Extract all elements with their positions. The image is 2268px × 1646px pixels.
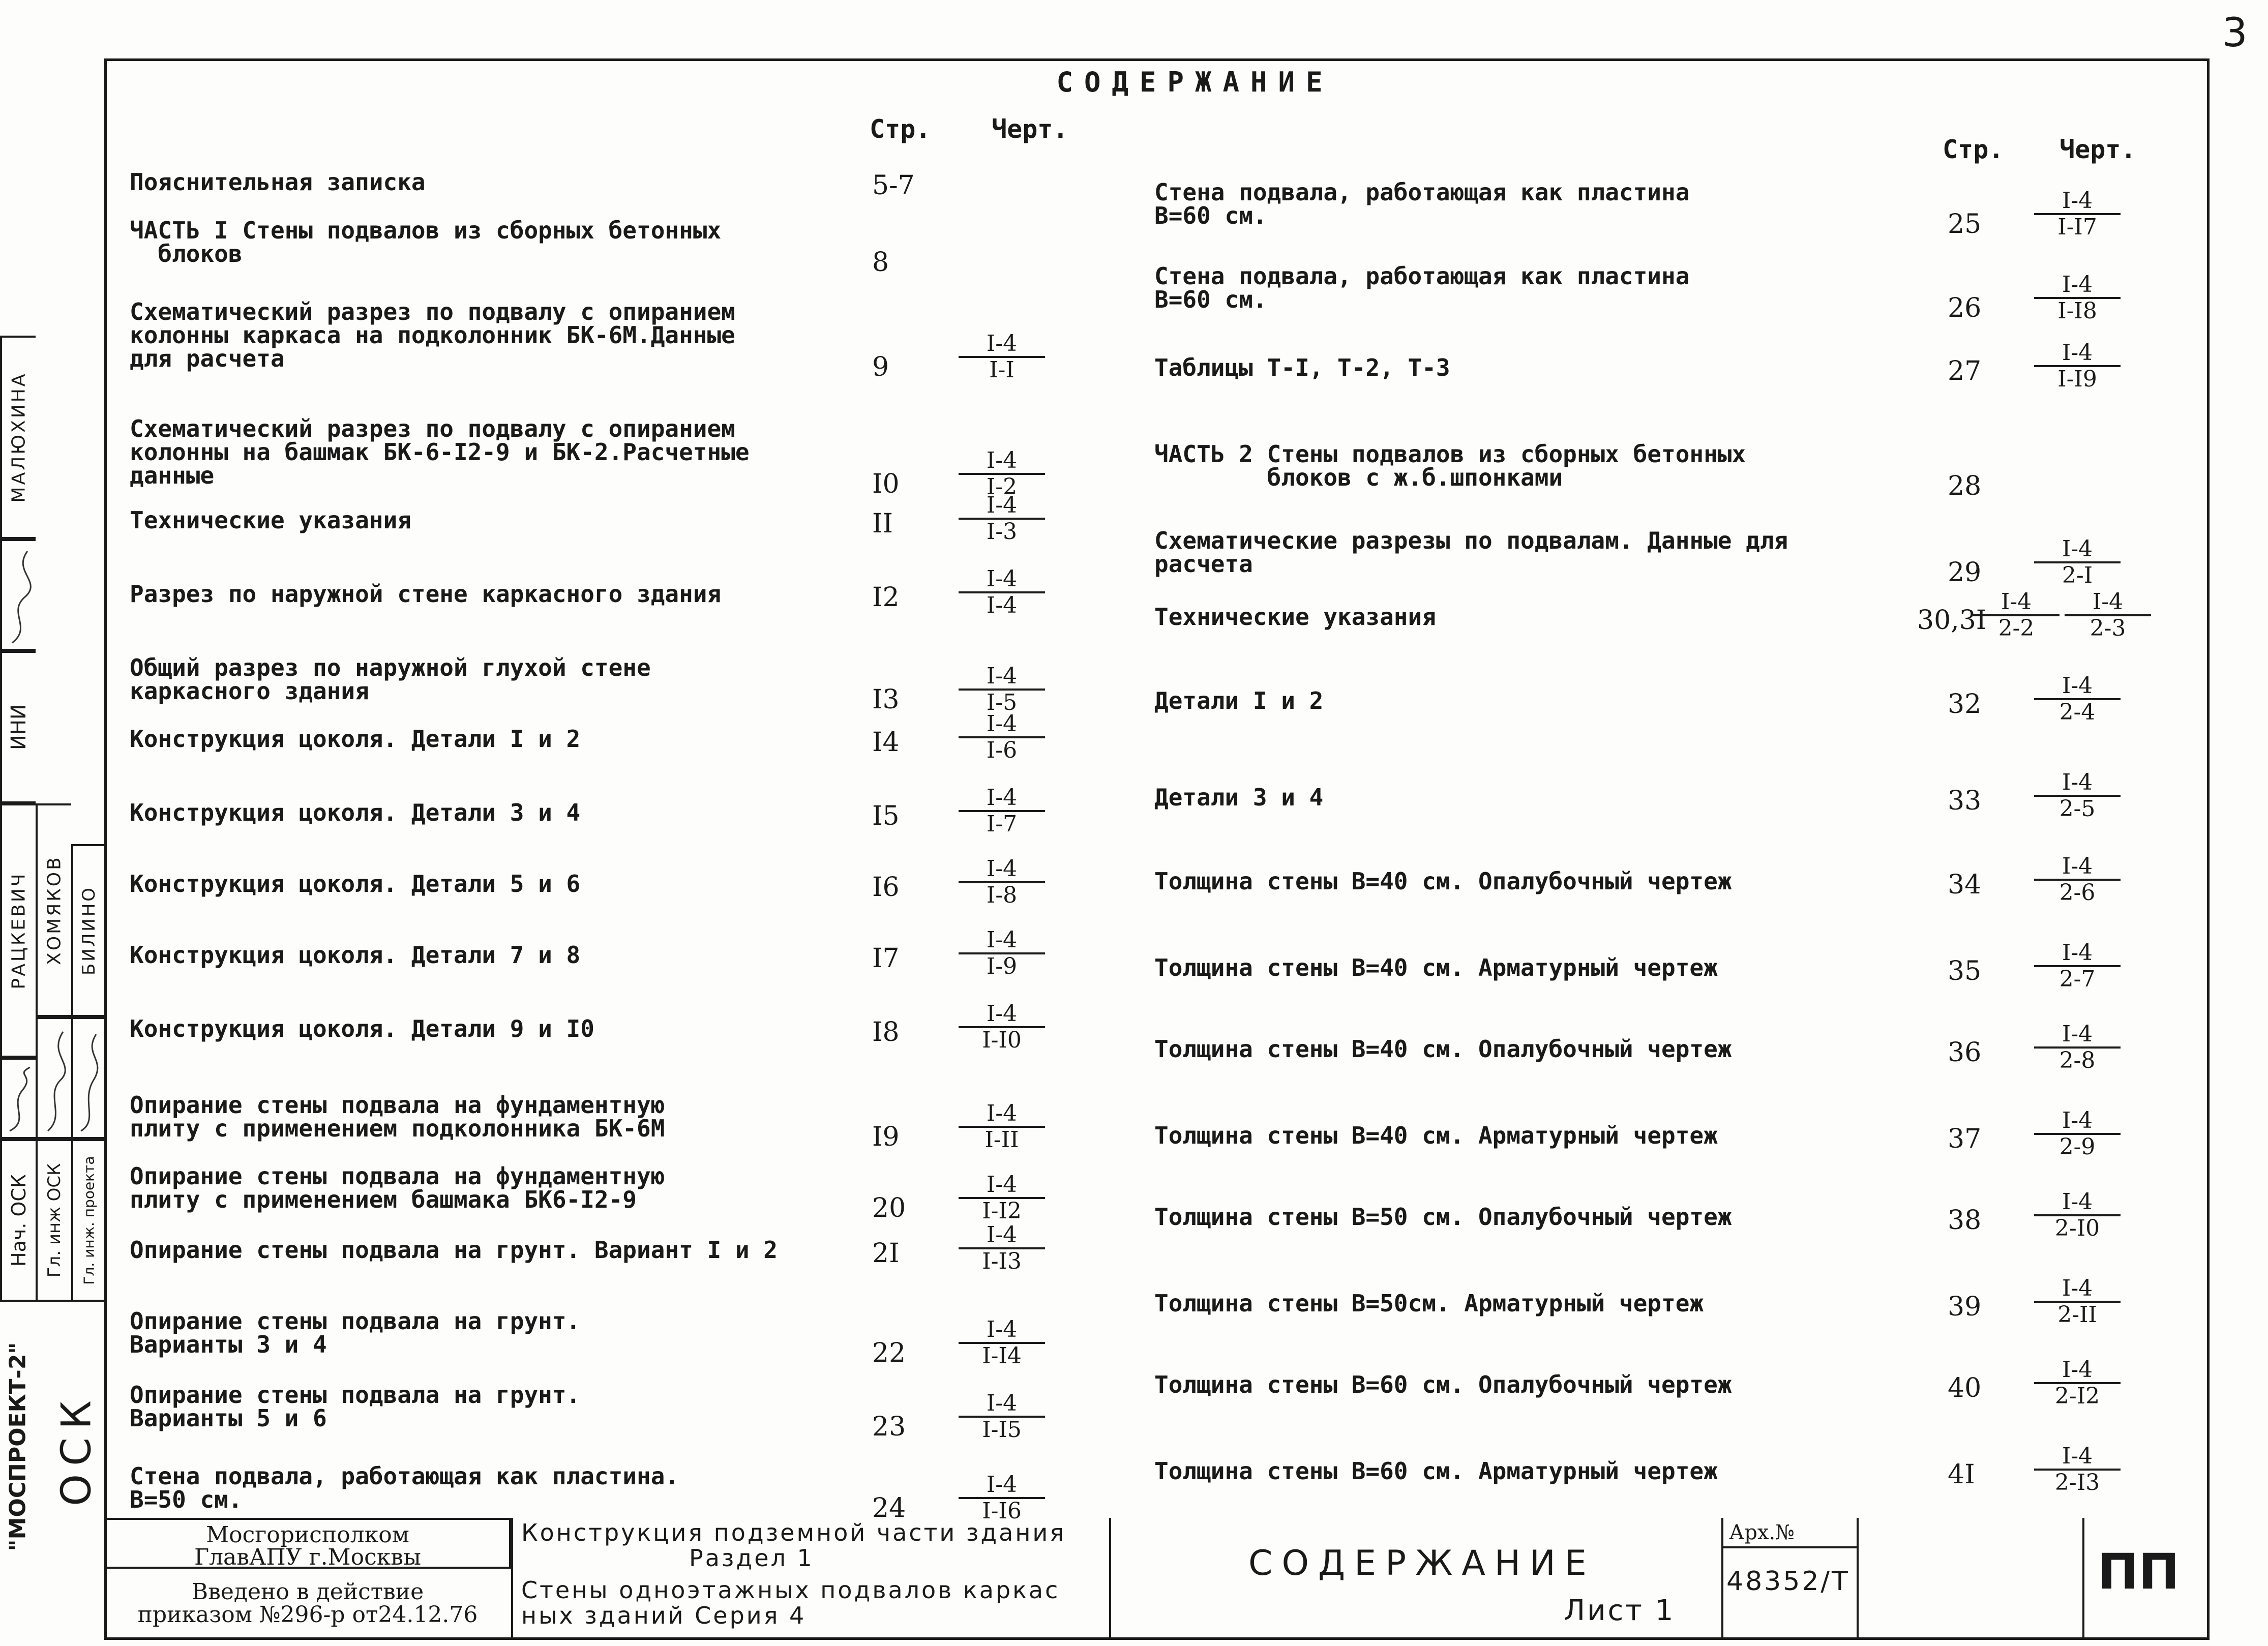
drawing-number-bottom: I-4 <box>959 591 1045 618</box>
role-1: Нач. ОСК <box>8 1174 30 1267</box>
left-item-16-drawing <box>959 1391 1045 1442</box>
right-item-6-title: Детали I и 2 <box>1154 687 1324 714</box>
right-item-14-page: 40 <box>1948 1373 1982 1403</box>
left-item-4-page: II <box>872 508 893 539</box>
right-item-2-page: 27 <box>1948 356 1982 386</box>
left-item-6-page: I3 <box>872 684 900 715</box>
left-item-3-title: Схематический разрез по подвалу с опиранием колонны на башмак БК-6-I2-9 и БК-2.Расчетные данные <box>130 415 750 489</box>
right-item-1-page: 26 <box>1948 293 1982 323</box>
order-line-1: Введено в действие <box>191 1579 424 1605</box>
left-item-2-page: 9 <box>872 352 889 382</box>
drawing-number-bottom: I-2 <box>959 473 1045 499</box>
drawing-number-top: I-4 <box>986 331 1018 356</box>
name-1: МАЛЮХИНА <box>8 372 29 503</box>
left-item-10-title: Конструкция цоколя. Детали 7 и 8 <box>130 941 581 969</box>
right-item-1-drawing <box>2034 273 2121 323</box>
right-item-9-drawing <box>2034 941 2121 992</box>
drawing-number-top: I-4 <box>986 856 1018 882</box>
left-item-12-title: Опирание стены подвала на фундаментную плиту с применением подколонника БК-6М <box>130 1091 665 1142</box>
desc-line-4: ных зданий Серия 4 <box>521 1602 807 1629</box>
left-item-0-title: Пояснительная записка <box>130 168 426 196</box>
right-item-5-title: Технические указания <box>1154 603 1436 631</box>
left-item-4-drawing <box>959 493 1045 544</box>
right-item-13-title: Толщина стены В=50см. Арматурный чертеж <box>1154 1290 1704 1317</box>
name-cell-2 <box>0 803 36 1058</box>
right-item-4-title: Схематические разрезы по подвалам. Данные для расчета <box>1154 527 1788 578</box>
page-number: 3 <box>2222 10 2248 56</box>
name-cell-1 <box>0 336 36 539</box>
drawing-number-bottom: I-5 <box>959 689 1045 715</box>
drawing-number-top: I-4 <box>2062 188 2093 214</box>
drawing-number-top: I-4 <box>2062 1275 2093 1301</box>
drawing-number-bottom: I-7 <box>959 810 1045 836</box>
left-item-11-title: Конструкция цоколя. Детали 9 и I0 <box>130 1015 594 1042</box>
left-item-14-title: Опирание стены подвала на грунт. Вариант I и 2 <box>130 1236 778 1264</box>
drawing-number-bottom: I-I0 <box>959 1026 1045 1053</box>
drawing-number-top: I-4 <box>2062 673 2093 699</box>
drawing-number-top: I-4 <box>986 1222 1018 1248</box>
mark: ПП <box>2098 1543 2180 1600</box>
left-item-9-drawing <box>959 857 1045 908</box>
left-item-6-drawing <box>959 664 1045 715</box>
right-item-3-title: ЧАСТЬ 2 Стены подвалов из сборных бетонных блоков с ж.б.шпонками <box>1154 440 1746 491</box>
right-item-13-page: 39 <box>1948 1292 1982 1322</box>
right-item-14-drawing <box>2034 1358 2121 1409</box>
right-item-5-drawing <box>1973 590 2060 641</box>
left-item-12-drawing <box>959 1101 1045 1152</box>
title-block <box>104 1518 2210 1640</box>
right-item-2-title: Таблицы Т-I, Т-2, Т-3 <box>1154 354 1450 381</box>
right-item-10-drawing <box>2034 1022 2121 1073</box>
arch-label: Арх.№ <box>1729 1521 1795 1544</box>
left-item-8-title: Конструкция цоколя. Детали 3 и 4 <box>130 799 581 826</box>
left-drawing-header: Черт. <box>992 114 1068 144</box>
left-item-4-title: Технические указания <box>130 506 411 534</box>
role-cell-1 <box>0 1139 36 1302</box>
left-item-3-drawing <box>959 448 1045 499</box>
drawing-number-top: I-4 <box>2062 853 2093 879</box>
drawing-number-bottom: I-I5 <box>959 1416 1045 1442</box>
drawing-number-top: I-4 <box>986 1472 1018 1498</box>
drawing-number-top: I-4 <box>986 711 1018 737</box>
sheet-label: Лист 1 <box>1564 1594 1676 1627</box>
drawing-number-top: I-4 <box>986 492 1018 518</box>
right-item-12-page: 38 <box>1948 1205 1982 1236</box>
drawing-number-top: I-4 <box>2062 1443 2093 1469</box>
drawing-number-bottom: I-3 <box>959 518 1045 544</box>
drawing-number-bottom: 2-4 <box>2034 698 2121 725</box>
desc-line-1: Конструкция подземной части здания <box>521 1519 1066 1546</box>
left-item-15-drawing <box>959 1318 1045 1368</box>
drawing-number-bottom: 2-I2 <box>2034 1382 2121 1409</box>
right-item-11-title: Толщина стены В=40 см. Арматурный чертеж <box>1154 1122 1718 1149</box>
left-item-5-page: I2 <box>872 582 900 613</box>
right-item-5-page: 30,3I <box>1917 605 1987 636</box>
drawing-number-bottom: 2-I <box>2034 561 2121 588</box>
right-item-10-page: 36 <box>1948 1037 1982 1068</box>
left-item-9-page: I6 <box>872 872 900 903</box>
org-line-1: Мосгорисполком <box>206 1522 409 1548</box>
signature-cell-4 <box>71 1017 104 1139</box>
drawing-number-top: I-4 <box>986 447 1018 473</box>
drawing-number-bottom: I-I2 <box>959 1197 1045 1223</box>
signature-1-icon <box>2 541 36 651</box>
drawing-number-top: I-4 <box>2062 940 2093 966</box>
right-item-4-drawing <box>2034 537 2121 588</box>
left-item-1-title: ЧАСТЬ I Стены подвалов из сборных бетонных блоков <box>130 217 722 267</box>
right-item-7-page: 33 <box>1948 786 1982 816</box>
right-item-15-page: 4I <box>1948 1459 1975 1490</box>
left-item-12-page: I9 <box>872 1122 900 1152</box>
left-item-8-drawing <box>959 786 1045 836</box>
signature-2-icon <box>2 1060 36 1139</box>
drawing-number-top: I-4 <box>986 663 1018 689</box>
drawing-number-bottom: I-I <box>959 356 1045 382</box>
drawing-number-bottom: I-8 <box>959 881 1045 908</box>
drawing-number-bottom: I-I6 <box>959 1497 1045 1523</box>
right-item-0-title: Стена подвала, работающая как пластина В=60 см. <box>1154 178 1690 229</box>
left-item-13-title: Опирание стены подвала на фундаментную плиту с применением башмака БК6-I2-9 <box>130 1162 665 1213</box>
dept-cell <box>0 651 36 803</box>
drawing-number-top: I-4 <box>986 1001 1018 1027</box>
drawing-number-bottom: 2-6 <box>2034 879 2121 905</box>
role-2: Гл. инж ОСК <box>44 1163 65 1278</box>
right-item-5-drawing-2 <box>2065 590 2151 641</box>
left-item-11-page: I8 <box>872 1017 900 1048</box>
drawing-number-bottom: 2-2 <box>1973 614 2060 641</box>
right-item-13-drawing <box>2034 1276 2121 1327</box>
right-item-3-page: 28 <box>1948 471 1982 501</box>
org-line-2: ГлавАПУ г.Москвы <box>194 1544 422 1570</box>
side-org: "МОСПРОЕКТ-2" <box>5 1342 31 1551</box>
drawing-number-bottom: 2-7 <box>2034 965 2121 992</box>
right-item-11-page: 37 <box>1948 1124 1982 1154</box>
left-item-2-drawing <box>959 332 1045 382</box>
drawing-number-top: I-4 <box>2062 340 2093 366</box>
left-item-16-page: 23 <box>872 1412 906 1442</box>
left-item-15-page: 22 <box>872 1338 906 1368</box>
right-item-11-drawing <box>2034 1109 2121 1159</box>
sheet-title: СОДЕРЖАНИЕ <box>1248 1543 1596 1583</box>
role-3: Гл. инж. проекта <box>80 1156 97 1285</box>
right-item-15-drawing <box>2034 1444 2121 1495</box>
drawing-number-top: I-4 <box>986 1316 1018 1342</box>
right-item-4-page: 29 <box>1948 557 1982 588</box>
left-item-10-page: I7 <box>872 943 900 974</box>
right-item-15-title: Толщина стены В=60 см. Арматурный чертеж <box>1154 1457 1718 1485</box>
left-item-2-title: Схематический разрез по подвалу с опиранием колонны каркаса на подколонник БК-6М.Данные для расчета <box>130 298 735 372</box>
left-item-17-page: 24 <box>872 1493 906 1523</box>
arch-number: 48352/Т <box>1726 1566 1850 1597</box>
drawing-number-top: I-4 <box>986 927 1018 953</box>
order-line-2: приказом №296-р от24.12.76 <box>137 1602 478 1628</box>
left-item-13-drawing <box>959 1173 1045 1223</box>
right-item-8-drawing <box>2034 854 2121 905</box>
left-item-9-title: Конструкция цоколя. Детали 5 и 6 <box>130 870 581 897</box>
drawing-number-top: I-4 <box>2062 272 2093 297</box>
right-item-8-title: Толщина стены В=40 см. Опалубочный чертеж <box>1154 867 1732 895</box>
signature-cell-3 <box>36 1017 71 1139</box>
right-item-1-title: Стена подвала, работающая как пластина В=60 см. <box>1154 262 1690 313</box>
desc-line-3: Стены одноэтажных подвалов каркас <box>521 1576 1060 1604</box>
signature-cell-2 <box>0 1058 36 1139</box>
left-page-header: Стр. <box>870 114 931 144</box>
left-item-6-title: Общий разрез по наружной глухой стене каркасного здания <box>130 654 651 705</box>
right-drawing-header: Черт. <box>2060 135 2136 164</box>
side-code-cell <box>48 1342 104 1556</box>
dept: ИНИ <box>7 704 31 750</box>
name-cell-3 <box>36 803 71 1017</box>
drawing-number-top: I-4 <box>2062 536 2093 562</box>
drawing-number-bottom: 2-8 <box>2034 1046 2121 1073</box>
drawing-number-bottom: I-II <box>959 1126 1045 1152</box>
drawing-number-bottom: I-9 <box>959 952 1045 979</box>
left-item-10-drawing <box>959 928 1045 979</box>
drawing-number-top: I-4 <box>2062 1108 2093 1133</box>
desc-line-2: Раздел 1 <box>689 1544 814 1572</box>
drawing-number-top: I-4 <box>986 785 1018 811</box>
drawing-number-bottom: 2-I3 <box>2034 1469 2121 1495</box>
left-item-0-page: 5-7 <box>872 170 915 201</box>
left-item-14-drawing <box>959 1223 1045 1274</box>
drawing-number-top: I-4 <box>2062 769 2093 795</box>
right-item-12-drawing <box>2034 1190 2121 1241</box>
drawing-number-top: I-4 <box>986 1100 1018 1126</box>
left-item-13-page: 20 <box>872 1193 906 1223</box>
signature-3-icon <box>38 1019 71 1139</box>
signature-4-icon <box>73 1019 104 1139</box>
drawing-number-top: I-4 <box>2062 1357 2093 1383</box>
drawing-number-bottom: I-I4 <box>959 1342 1045 1368</box>
name-2: РАЦКЕВИЧ <box>8 872 29 990</box>
left-item-7-page: I4 <box>872 727 900 758</box>
drawing-number-top: I-4 <box>2062 1021 2093 1047</box>
right-page-header: Стр. <box>1943 135 2004 164</box>
right-item-0-page: 25 <box>1948 209 1982 240</box>
right-item-8-page: 34 <box>1948 870 1982 900</box>
drawing-number-top: I-4 <box>986 1390 1018 1416</box>
right-item-12-title: Толщина стены В=50 см. Опалубочный чертеж <box>1154 1203 1732 1231</box>
name-4: БИЛИНО <box>78 885 99 976</box>
left-item-5-title: Разрез по наружной стене каркасного здания <box>130 580 722 608</box>
right-item-14-title: Толщина стены В=60 см. Опалубочный чертеж <box>1154 1371 1732 1398</box>
left-item-5-drawing <box>959 567 1045 618</box>
drawing-number-bottom: 2-9 <box>2034 1133 2121 1159</box>
name-3: ХОМЯКОВ <box>44 855 65 965</box>
drawing-number-bottom: I-I8 <box>2034 297 2121 323</box>
drawing-number-bottom: I-I9 <box>2034 365 2121 392</box>
left-item-7-drawing <box>959 712 1045 763</box>
drawing-number-bottom: 2-I0 <box>2034 1214 2121 1241</box>
left-item-1-page: 8 <box>872 247 889 278</box>
left-item-8-page: I5 <box>872 801 900 831</box>
right-item-2-drawing <box>2034 341 2121 392</box>
page-title: СОДЕРЖАНИЕ <box>1056 66 1334 98</box>
drawing-number-top: I-4 <box>986 566 1018 592</box>
drawing-number-bottom: 2-II <box>2034 1301 2121 1327</box>
left-item-7-title: Конструкция цоколя. Детали I и 2 <box>130 725 581 753</box>
drawing-number-bottom: 2-5 <box>2034 795 2121 821</box>
drawing-number-top: I-4 <box>2062 1189 2093 1215</box>
drawing-number-bottom: I-6 <box>959 736 1045 763</box>
drawing-number-top: I-4 <box>2001 589 2032 615</box>
right-item-0-drawing <box>2034 189 2121 240</box>
side-strip <box>0 336 104 1637</box>
right-item-7-title: Детали 3 и 4 <box>1154 784 1324 811</box>
drawing-number-top: I-4 <box>2092 589 2124 615</box>
left-item-16-title: Опирание стены подвала на грунт. Варианты 5 и 6 <box>130 1381 581 1432</box>
right-item-6-page: 32 <box>1948 689 1982 720</box>
drawing-number-top: I-4 <box>986 1172 1018 1198</box>
side-org-cell <box>0 1256 36 1637</box>
left-item-17-title: Стена подвала, работающая как пластина. В=50 см. <box>130 1462 679 1513</box>
right-item-9-page: 35 <box>1948 956 1982 986</box>
right-item-6-drawing <box>2034 674 2121 725</box>
left-item-17-drawing <box>959 1473 1045 1523</box>
role-cell-2 <box>36 1139 71 1302</box>
right-item-9-title: Толщина стены В=40 см. Арматурный чертеж <box>1154 954 1718 981</box>
right-item-10-title: Толщина стены В=40 см. Опалубочный чертеж <box>1154 1035 1732 1063</box>
drawing-number-bottom: I-I3 <box>959 1247 1045 1274</box>
drawing-number-bottom: I-I7 <box>2034 213 2121 240</box>
drawing-number-bottom: 2-3 <box>2065 614 2151 641</box>
role-cell-3 <box>71 1139 104 1302</box>
name-cell-4 <box>71 844 104 1017</box>
left-item-11-drawing <box>959 1002 1045 1053</box>
side-org-code: ОСК <box>52 1392 100 1506</box>
signature-cell-1 <box>0 539 36 651</box>
left-item-14-page: 2I <box>872 1238 900 1269</box>
left-item-15-title: Опирание стены подвала на грунт. Варианты 3 и 4 <box>130 1307 581 1358</box>
right-item-7-drawing <box>2034 770 2121 821</box>
left-item-3-page: I0 <box>872 469 900 499</box>
